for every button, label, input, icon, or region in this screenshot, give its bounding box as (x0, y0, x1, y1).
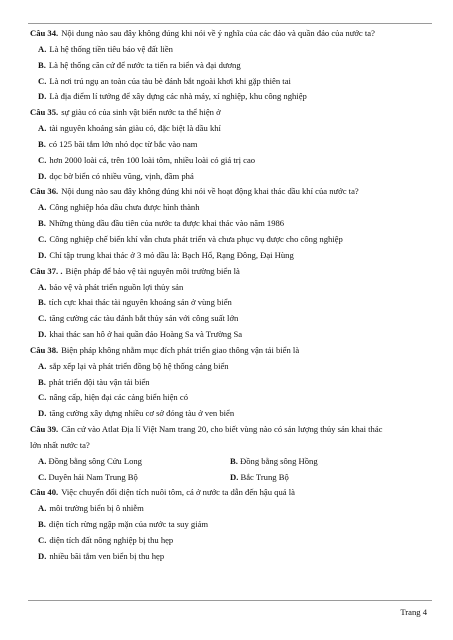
option-34-a: A. Là hệ thống tiền tiêu bảo vệ đất liền (38, 43, 173, 54)
option-37-b: B. tích cực khai thác tài nguyên khoáng sản ở vùng biển (38, 297, 232, 308)
option-35-b: B. có 125 bãi tắm lớn nhỏ dọc từ bắc vào nam (38, 138, 198, 149)
option-34-d: D. Là địa điểm lí tưởng để xây dựng các nhà máy, xí nghiệp, khu công nghiệp (38, 91, 307, 102)
option-40-d: D. nhiều bãi tắm ven biển bị thu hẹp (38, 550, 165, 561)
question-37 (30, 264, 430, 280)
option-39-d: D. Bắc Trung Bộ (230, 471, 289, 482)
option-39-c: C. Duyên hải Nam Trung Bộ (38, 471, 138, 482)
option-35-a: A. tài nguyên khoáng sản giàu có, đặc biệt là dầu khí (38, 123, 221, 134)
question-36 (30, 184, 430, 200)
question-label: Câu 36. (30, 186, 59, 197)
option-35-d: D. dọc bờ biển có nhiều vũng, vịnh, đầm phá (38, 170, 194, 181)
question-35 (30, 105, 430, 121)
question-text: Căn cứ vào Atlat Địa lí Việt Nam trang 20, cho biết vùng nào có sản lượng thủy sản khai thác (61, 424, 383, 435)
option-row-39-cd (30, 470, 430, 486)
option-38-c: C. nâng cấp, hiện đại các cảng biển hiện có (38, 392, 188, 403)
option-36-c: C. Công nghiệp chế biến khí vẫn chưa phát triển và chưa phục vụ được cho công nghiệp (38, 233, 343, 244)
question-text: sự giàu có của sinh vật biển nước ta thể hiện ở (61, 107, 221, 118)
question-39-continued: lớn nhất nước ta? (30, 439, 90, 450)
question-text: Việc chuyển đổi diện tích nuôi tôm, cá ở nước ta dẫn đến hậu quả là (61, 487, 295, 498)
option-39-b: B. Đồng bằng sông Hồng (230, 455, 318, 466)
question-38 (30, 343, 430, 359)
question-text: Biện pháp không nhằm mục đích phát triển giao thông vận tải biển là (61, 344, 300, 355)
option-row-39-ab (30, 454, 430, 470)
question-label: Câu 40. (30, 487, 59, 498)
option-35-c: C. hơn 2000 loài cá, trên 100 loài tôm, nhiều loài có giá trị cao (38, 154, 256, 165)
option-37-c: C. tăng cường các tàu đánh bắt thủy sản với công suất lớn (38, 313, 239, 324)
option-34-c: C. Là nơi trú ngụ an toàn của tàu bè đánh bắt ngoài khơi khi gặp thiên tai (38, 75, 291, 86)
question-34 (30, 26, 430, 42)
question-label: Câu 34. (30, 28, 59, 38)
question-label: Câu 39. (30, 424, 59, 435)
option-34-b: B. Là hệ thống căn cứ để nước ta tiến ra biển và đại dương (38, 59, 241, 70)
option-38-a: A. sắp xếp lại và phát triển đồng bộ hệ thống cảng biển (38, 360, 229, 371)
option-39-a: A. Đồng bằng sông Cửu Long (38, 455, 142, 466)
question-label: Câu 35. (30, 107, 59, 118)
option-40-c: C. diện tích đất nông nghiệp bị thu hẹp (38, 535, 174, 545)
option-36-d: D. Chỉ tập trung khai thác ở 3 mỏ dầu là: Bạch Hổ, Rạng Đông, Đại Hùng (38, 249, 294, 260)
footer-rule (28, 600, 432, 601)
option-40-b: B. diện tích rừng ngập mặn của nước ta suy giảm (38, 519, 209, 530)
option-36-a: A. Công nghiệp hóa dầu chưa được hình thành (38, 202, 200, 213)
question-text: Nội dung nào sau đây không đúng khi nói về ý nghĩa của các đảo và quần đảo của nước ta? (61, 28, 375, 38)
page-number: Trang 4 (400, 607, 427, 617)
option-36-b: B. Những thùng dầu đầu tiên của nước ta được khai thác vào năm 1986 (38, 218, 285, 229)
question-label: Câu 38. (30, 344, 59, 355)
option-38-d: D. tăng cường xây dựng nhiều cơ sở đóng tàu ở ven biển (38, 408, 235, 419)
option-40-a: A. môi trường biển bị ô nhiễm (38, 503, 144, 514)
question-40 (30, 485, 430, 501)
header-rule (28, 23, 432, 24)
question-text: Biện pháp để bảo vệ tài nguyên môi trường biển là (65, 265, 240, 276)
question-list (30, 26, 430, 565)
option-37-d: D. khai thác san hô ở hai quần đảo Hoàng Sa và Trường Sa (38, 329, 243, 340)
question-39 (30, 422, 430, 438)
option-37-a: A. bảo vệ và phát triển nguồn lợi thủy sản (38, 281, 184, 292)
question-label: Câu 37. . (30, 265, 63, 276)
question-text: Nội dung nào sau đây không đúng khi nói về hoạt động khai thác dầu khí của nước ta? (61, 186, 359, 197)
option-38-b: B. phát triển đội tàu vận tải biển (38, 376, 150, 387)
